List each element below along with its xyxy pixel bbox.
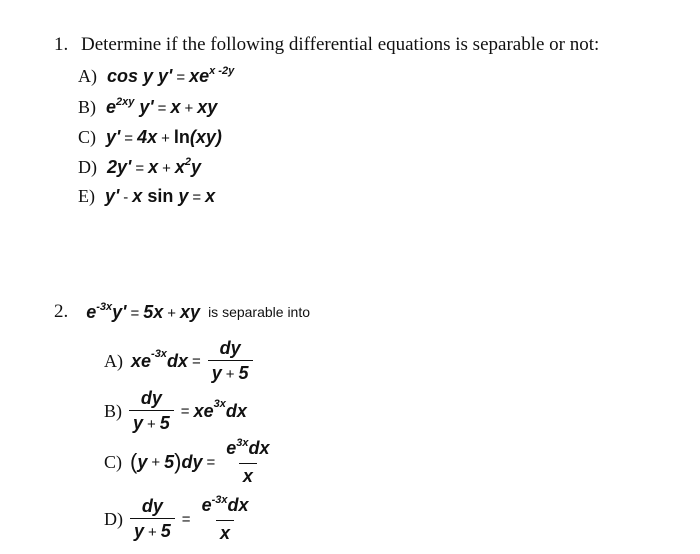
q2-option-a xyxy=(104,338,256,385)
q2-option-b xyxy=(104,388,247,435)
question-1-header xyxy=(54,34,599,56)
q1-option-d xyxy=(78,157,201,178)
q2-option-d-label: D) xyxy=(104,508,123,529)
q2-option-a-label: A) xyxy=(104,351,123,371)
q1-option-a xyxy=(78,66,234,87)
question-2-header xyxy=(54,301,310,323)
q2-option-b-equation: $\frac{dy}{y + 5}$ = xe $^{3x}$ dx xyxy=(126,388,247,435)
q1-option-b-label: B) xyxy=(78,97,96,117)
q1-option-a-label: A) xyxy=(78,66,97,86)
q1-option-a-equation: cos y $y' = xe^{x -2y}$ xyxy=(107,65,235,86)
q1-option-c-equation: y' = 4x + ln(xy) xyxy=(106,127,222,147)
q1-option-e-label: E) xyxy=(78,186,95,206)
q1-option-e-equation: y' - x sin y = x xyxy=(105,186,216,206)
q2-option-d xyxy=(104,495,256,543)
q2-option-c-label: C) xyxy=(104,451,122,472)
q1-option-c-label: C) xyxy=(78,127,96,147)
q2-option-c-equation: ( y + 5 ) dy = $\frac{e^{3x}dx}{x}$ xyxy=(130,437,270,486)
q2-option-b-label: B) xyxy=(104,401,122,421)
q1-option-d-label: D) xyxy=(78,157,97,177)
q1-option-b xyxy=(78,97,217,118)
q2-option-a-equation: xe $^{-3x}$ dx = $\frac{dy}{y + 5}$ xyxy=(131,338,256,385)
q1-option-b-equation: $e^{2xy}$ y' = x + xy xyxy=(106,96,218,117)
question-2-number: 2. xyxy=(54,301,69,322)
q1-option-c xyxy=(78,127,222,148)
q2-option-c xyxy=(104,438,277,486)
question-2-equation: $e^{-3x}y' = 5x$ + xy xyxy=(86,300,201,322)
q1-option-e xyxy=(78,186,215,207)
question-1-prompt: Determine if the following differential equations is separable or not: xyxy=(81,34,600,55)
q1-option-d-equation: $2y' = x + x^2y$ xyxy=(107,156,202,177)
question-1-number: 1. xyxy=(54,34,69,55)
question-2-suffix: is separable into xyxy=(208,304,311,320)
q2-option-d-equation: $\frac{dy}{y + 5}$ = $\frac{e^{-3x}dx}{x}$ xyxy=(127,495,256,543)
